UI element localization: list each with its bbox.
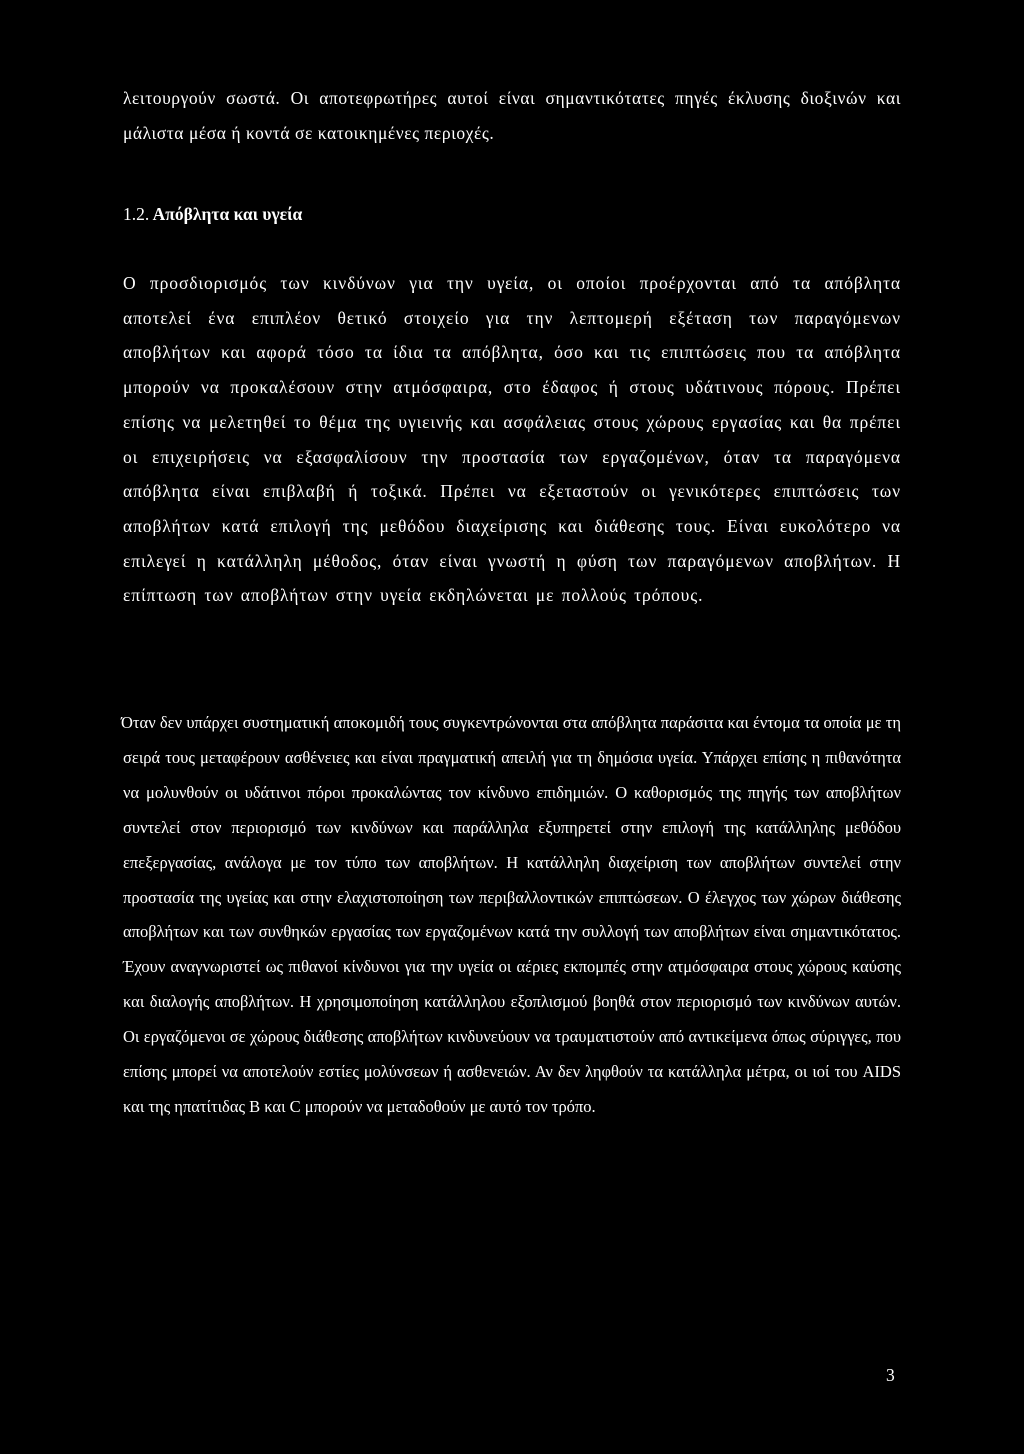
paragraph-2-text: Όταν δεν υπάρχει συστηματική αποκομιδή τους συγκεντρώνονται στα απόβλητα παράσιτα και έντομα τα οποία με τη σειρά τους μεταφέρουν ασθένειες και είναι πραγματική απειλή για τη δημόσια υγεία. Υπάρχει επίσης η πιθανότητα να μολυνθούν οι υδάτινοι πόροι προκαλώντας τον κίνδυνο επιδημιών. Ο καθορισμός της πηγής των αποβλήτων συντελεί στον περιορισμό των κινδύνων και παράλληλα εξυπηρετεί στην επιλογή της κατάλληλης μεθόδου επεξεργασίας, ανάλογα με τον τύπο των αποβλήτων. Η κατάλληλη διαχείριση των αποβλήτων συντελεί στην προστασία της υγείας και στην ελαχιστοποίηση των περιβαλλοντικών επιπτώσεων. Ο έλεγχος των χώρων διάθεσης αποβλήτων και των συνθηκών εργασίας των εργαζομένων κατά την συλλογή των αποβλήτων είναι σημαντικότατος. Έχουν αναγνωριστεί ως πιθανοί κίνδυνοι για την υγεία οι αέριες εκπομπές στην ατμόσφαιρα στους χώρους καύσης και διαλογής αποβλήτων. Η χρησιμοποίηση κατάλληλου εξοπλισμού βοηθά στον περιορισμό των κινδύνων αυτών. Οι εργαζόμενοι σε χώρους διάθεσης αποβλήτων κινδυνεύουν να τραυματιστούν από αντικείμενα όπως σύριγγες, που επίσης μπορεί να αποτελούν εστίες μολύνσεων ή ασθενειών. Αν δεν ληφθούν τα κατάλληλα μέτρα, οι ιοί του AIDS και της ηπατίτιδας Β και C μπορούν να μεταδοθούν με αυτό τον τρόπο. [121,713,901,1116]
page-number: 3 [886,1365,895,1385]
paragraph-2 [123,706,901,1125]
section-number: 1.2. [123,204,150,224]
section-title: Απόβλητα και υγεία [152,204,303,224]
paragraph-1 [123,266,901,613]
intro-paragraph [123,81,901,150]
intro-text: λειτουργούν σωστά. Οι αποτεφρωτήρες αυτοί είναι σημαντικότατες πηγές έκλυσης διοξινών και μάλιστα μέσα ή κοντά σε κατοικημένες περιοχές. [123,88,901,143]
section-heading [123,197,302,231]
paragraph-1-text: Ο προσδιορισμός των κινδύνων για την υγεία, οι οποίοι προέρχονται από τα απόβλητα αποτελεί ένα επιπλέον θετικό στοιχείο για την λεπτομερή εξέταση των παραγόμενων αποβλήτων και αφορά τόσο τα ίδια τα απόβλητα, όσο και τις επιπτώσεις που τα απόβλητα μπορούν να προκαλέσουν στην ατμόσφαιρα, στο έδαφος ή στους υδάτινους πόρους. Πρέπει επίσης να μελετηθεί το θέμα της υγιεινής και ασφάλειας στους χώρους εργασίας και θα πρέπει οι επιχειρήσεις να εξασφαλίσουν την προστασία των εργαζομένων, όταν τα παραγόμενα απόβλητα είναι επιβλαβή ή τοξικά. Πρέπει να εξεταστούν οι γενικότερες επιπτώσεις των αποβλήτων κατά επιλογή της μεθόδου διαχείρισης και διάθεσης τους. Είναι ευκολότερο να επιλεγεί η κατάλληλη μέθοδος, όταν είναι γνωστή η φύση των παραγόμενων αποβλήτων. Η επίπτωση των αποβλήτων στην υγεία εκδηλώνεται με πολλούς τρόπους. [123,273,901,606]
